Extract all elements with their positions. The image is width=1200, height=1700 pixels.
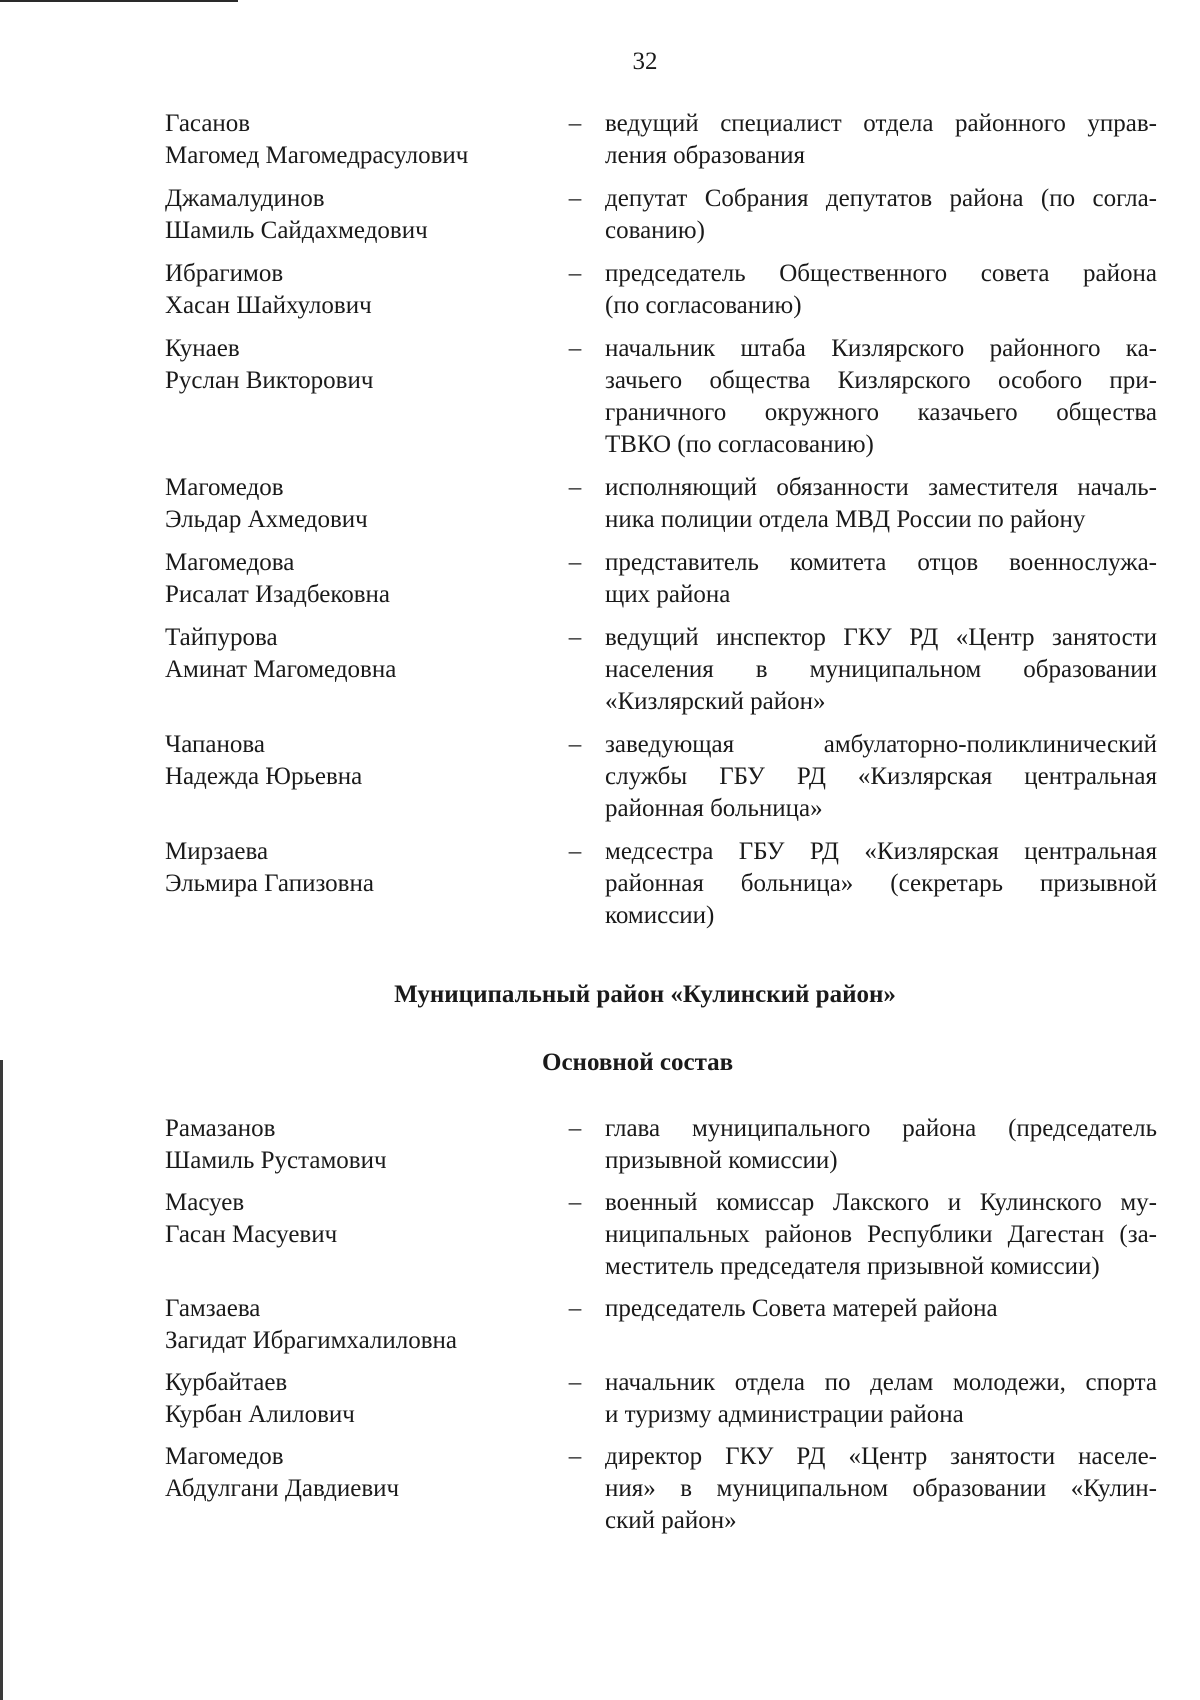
role-line: районная больница» (секретарь призывной [605, 870, 1157, 897]
member-surname: Ибрагимов [165, 260, 284, 287]
role-line: глава муниципального района (председатель [605, 1115, 1157, 1142]
member-given-names: Эльдар Ахмедович [165, 506, 368, 533]
role-line: ский район» [605, 1507, 737, 1534]
commission-roster-kulinsky [165, 1113, 1157, 1547]
role-line: депутат Собрания депутатов района (по согла- [605, 185, 1157, 212]
member-role [605, 183, 1157, 247]
member-given-names: Абдулгани Давдиевич [165, 1475, 400, 1502]
member-surname: Магомедов [165, 474, 284, 501]
role-line: ведущий инспектор ГКУ РД «Центр занятости [605, 624, 1157, 651]
dash-separator: – [568, 1443, 582, 1470]
role-line: и туризму администрации района [605, 1401, 964, 1428]
role-line: военный комиссар Лакского и Кулинского му- [605, 1189, 1157, 1216]
member-given-names: Хасан Шайхулович [165, 292, 372, 319]
member-surname: Тайпурова [165, 624, 278, 651]
member-surname: Магомедова [165, 549, 295, 576]
role-line: представитель комитета отцов военнослужа- [605, 549, 1157, 576]
member-role [605, 836, 1157, 932]
member-given-names: Гасан Масуевич [165, 1221, 338, 1248]
member-surname: Джамалудинов [165, 185, 325, 212]
member-role [605, 729, 1157, 825]
role-line: заведующая амбулаторно-поликлинический [605, 731, 1157, 758]
commission-roster-kizlyar [165, 108, 1157, 943]
member-name [165, 729, 545, 793]
page-number: 32 [632, 48, 658, 75]
role-line: (по согласованию) [605, 292, 802, 319]
member-role [605, 1113, 1157, 1177]
roster-entry [165, 472, 1157, 536]
roster-entry [165, 1367, 1157, 1431]
scan-top-line [0, 0, 238, 2]
role-line: щих района [605, 581, 731, 608]
member-name [165, 1187, 545, 1251]
member-role [605, 472, 1157, 536]
member-given-names: Шамиль Рустамович [165, 1147, 387, 1174]
role-line: директор ГКУ РД «Центр занятости населе- [605, 1443, 1157, 1470]
dash-separator: – [568, 185, 582, 212]
roster-entry [165, 258, 1157, 322]
member-surname: Мирзаева [165, 838, 269, 865]
roster-entry [165, 333, 1157, 461]
roster-entry [165, 1293, 1137, 1357]
member-given-names: Рисалат Изадбековна [165, 581, 390, 608]
roster-entry [165, 108, 1157, 172]
member-role [605, 1187, 1157, 1283]
roster-entry [165, 836, 1157, 932]
role-line: ниципальных районов Республики Дагестан (за- [605, 1221, 1157, 1248]
member-surname: Курбайтаев [165, 1369, 288, 1396]
member-given-names: Руслан Викторович [165, 367, 374, 394]
member-role [605, 258, 1157, 322]
member-given-names: Эльмира Гапизовна [165, 870, 374, 897]
subsection-title: Основной состав [542, 1049, 734, 1076]
role-line: начальник отдела по делам молодежи, спорта [605, 1369, 1157, 1396]
role-line: «Кизлярский район» [605, 688, 826, 715]
member-role [605, 108, 1157, 172]
member-name [165, 333, 545, 397]
member-name [165, 547, 545, 611]
member-name [165, 1113, 545, 1177]
member-name [165, 836, 545, 900]
member-surname: Чапанова [165, 731, 265, 758]
dash-separator: – [568, 260, 582, 287]
member-name [165, 1441, 545, 1505]
role-line: председатель Общественного совета района [605, 260, 1157, 287]
role-line: ника полиции отдела МВД России по району [605, 506, 1086, 533]
role-line: ления образования [605, 142, 805, 169]
dash-separator: – [568, 1369, 582, 1396]
role-line: населения в муниципальном образовании [605, 656, 1157, 683]
member-surname: Магомедов [165, 1443, 284, 1470]
roster-entry [165, 547, 1157, 611]
dash-separator: – [568, 1189, 582, 1216]
roster-entry [165, 622, 1157, 718]
member-given-names: Шамиль Сайдахмедович [165, 217, 428, 244]
dash-separator: – [568, 1115, 582, 1142]
role-line: меститель председателя призывной комиссии) [605, 1253, 1100, 1280]
role-line: граничного окружного казачьего общества [605, 399, 1157, 426]
member-name [165, 108, 545, 172]
roster-entry [165, 729, 1157, 825]
roster-entry [165, 1187, 1157, 1283]
role-line: районная больница» [605, 795, 823, 822]
dash-separator: – [568, 110, 582, 137]
member-surname: Рамазанов [165, 1115, 276, 1142]
member-given-names: Магомед Магомедрасулович [165, 142, 469, 169]
member-role [605, 547, 1157, 611]
role-line: призывной комиссии) [605, 1147, 838, 1174]
role-line: комиссии) [605, 902, 715, 929]
roster-entry [165, 183, 1157, 247]
role-line: службы ГБУ РД «Кизлярская центральная [605, 763, 1157, 790]
dash-separator: – [568, 731, 582, 758]
member-given-names: Аминат Магомедовна [165, 656, 397, 683]
role-line: исполняющий обязанности заместителя началь- [605, 474, 1157, 501]
dash-separator: – [568, 1295, 582, 1322]
member-surname: Масуев [165, 1189, 245, 1216]
roster-entry [165, 1441, 1157, 1537]
member-name [165, 183, 545, 247]
member-given-names: Курбан Алилович [165, 1401, 355, 1428]
role-line: ния» в муниципальном образовании «Кулин- [605, 1475, 1157, 1502]
member-name [165, 258, 545, 322]
member-role [605, 1367, 1157, 1431]
dash-separator: – [568, 335, 582, 362]
role-line: сованию) [605, 217, 705, 244]
role-line: медсестра ГБУ РД «Кизлярская центральная [605, 838, 1157, 865]
member-name [165, 1293, 545, 1357]
role-line: ТВКО (по согласованию) [605, 431, 874, 458]
member-role [605, 1441, 1157, 1537]
member-name [165, 472, 545, 536]
dash-separator: – [568, 624, 582, 651]
role-line: председатель Совета матерей района [605, 1295, 998, 1322]
member-surname: Кунаев [165, 335, 240, 362]
member-given-names: Загидат Ибрагимхалиловна [165, 1327, 458, 1354]
role-line: начальник штаба Кизлярского районного ка- [605, 335, 1157, 362]
section-title: Муниципальный район «Кулинский район» [394, 981, 896, 1008]
member-surname: Гамзаева [165, 1295, 261, 1322]
member-name [165, 1367, 545, 1431]
role-line: зачьего общества Кизлярского особого при- [605, 367, 1157, 394]
member-surname: Гасанов [165, 110, 251, 137]
dash-separator: – [568, 474, 582, 501]
member-role [605, 1293, 1157, 1325]
member-given-names: Надежда Юрьевна [165, 763, 363, 790]
dash-separator: – [568, 549, 582, 576]
dash-separator: – [568, 838, 582, 865]
member-role [605, 333, 1157, 461]
roster-entry [165, 1113, 1157, 1177]
member-name [165, 622, 545, 686]
scan-left-edge [0, 1060, 3, 1700]
role-line: ведущий специалист отдела районного управ- [605, 110, 1157, 137]
member-role [605, 622, 1157, 718]
